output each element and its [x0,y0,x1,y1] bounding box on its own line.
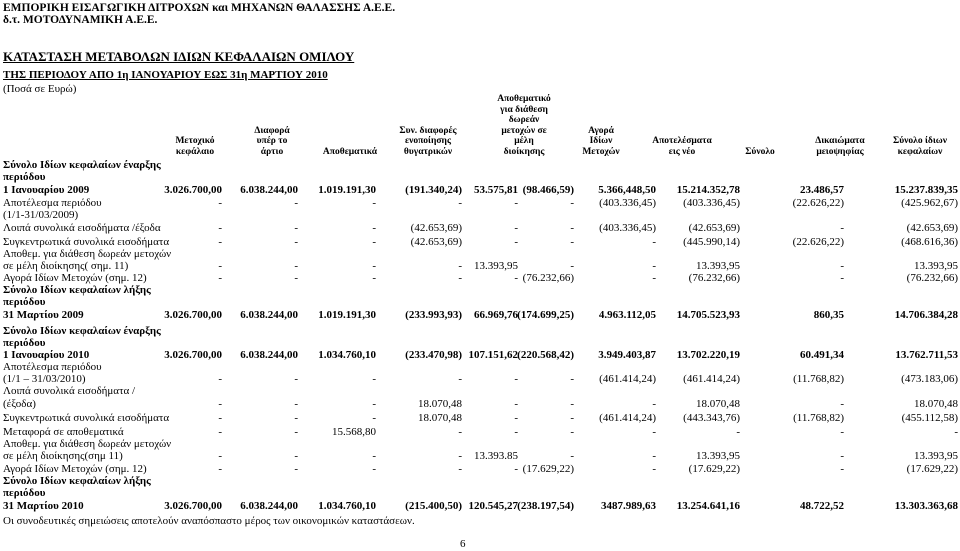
cell-value: 13.393,95 [914,260,958,272]
cell-value: - [218,272,222,284]
cell-value: - [514,373,518,385]
cell-value: (11.768,82) [793,412,844,424]
cell-value: (17.629,22) [688,463,740,475]
cell-value: (42.653,69) [410,222,462,234]
row-label: Συγκεντρωτικά συνολικά εισοδήματα [3,236,170,248]
page-number: 6 [460,538,466,550]
cell-value: - [372,412,376,424]
cell-value: (76.232,66) [688,272,740,284]
cell-value: 6.038.244,00 [240,184,298,196]
cell-value: - [294,412,298,424]
cell-value: - [652,272,656,284]
column-header: Αποτελέσματα εις νέο [652,136,712,157]
cell-value: - [570,398,574,410]
cell-value: 18.070,48 [418,412,462,424]
cell-value: - [570,412,574,424]
column-header: Σύνολο ίδιων κεφαλαίων [893,136,947,157]
cell-value: (42.653,69) [688,222,740,234]
cell-value: - [736,426,740,438]
cell-value: - [840,426,844,438]
cell-value: - [294,373,298,385]
cell-value: - [372,236,376,248]
cell-value: 5.366,448,50 [598,184,656,196]
cell-value: (22.626,22) [792,236,844,248]
column-header: Αποθεματικό για διάθεση δωρεάν μετοχών σε μέλη διοίκησης [497,94,551,157]
cell-value: - [218,450,222,462]
cell-value: - [840,222,844,234]
cell-value: (238.197,54) [517,500,574,512]
cell-value: - [294,450,298,462]
cell-value: 53.575,81 [474,184,518,196]
cell-value: - [218,260,222,272]
cell-value: - [294,463,298,475]
column-header: Μετοχικό κεφάλαιο [175,136,215,157]
cell-value: (42.653,69) [410,236,462,248]
cell-value: 6.038.244,00 [240,309,298,321]
cell-value: - [218,398,222,410]
column-header: Σύνολο [745,146,775,157]
cell-value: (98.466,59) [522,184,574,196]
cell-value: - [570,373,574,385]
cell-value: - [218,197,222,209]
cell-value: - [570,426,574,438]
cell-value: - [458,426,462,438]
row-label: 31 Μαρτίου 2009 [3,309,84,321]
cell-value: - [294,236,298,248]
cell-value: - [294,398,298,410]
cell-value: (17.629,22) [906,463,958,475]
column-header: Αγορά Ιδίων Μετοχών [582,125,620,157]
row-label: περιόδου [3,296,46,308]
cell-value: 60.491,34 [800,349,844,361]
cell-value: - [218,412,222,424]
cell-value: - [954,426,958,438]
cell-value: - [570,450,574,462]
cell-value: 860,35 [813,309,844,321]
row-label: 31 Μαρτίου 2010 [3,500,84,512]
cell-value: 3.026.700,00 [164,184,222,196]
cell-value: (215.400,50) [405,500,462,512]
cell-value: 13.254.641,16 [676,500,740,512]
column-header: Συν. διαφορές ενοποίησης θυγατρικών [399,125,457,157]
cell-value: 18.070,48 [418,398,462,410]
cell-value: 15.237.839,35 [894,184,958,196]
cell-value: - [372,463,376,475]
row-label: Αποθεμ. για διάθεση δωρεάν μετοχών [3,438,172,450]
cell-value: 4.963.112,05 [598,309,656,321]
cell-value: 13.702.220,19 [676,349,740,361]
cell-value: - [570,222,574,234]
cell-value: (220.568,42) [517,349,574,361]
row-label: Αποτέλεσμα περιόδου [3,197,102,209]
cell-value: (443.343,76) [683,412,740,424]
row-label: Αγορά Ιδίων Μετοχών (σημ. 12) [3,272,147,284]
cell-value: 13.393,95 [696,450,740,462]
row-label: Σύνολο Ιδίων κεφαλαίων έναρξης [3,159,161,171]
row-label: περιόδου [3,337,46,349]
cell-value: 13.762.711,53 [895,349,958,361]
cell-value: - [514,463,518,475]
cell-value: - [652,260,656,272]
cell-value: 120.545,27 [468,500,518,512]
cell-value: - [514,426,518,438]
cell-value: (42.653,69) [906,222,958,234]
cell-value: - [652,450,656,462]
row-label: Αγορά Ιδίων Μετοχών (σημ. 12) [3,463,147,475]
row-label: περιόδου [3,171,46,183]
cell-value: - [458,450,462,462]
cell-value: (461.414,24) [683,373,740,385]
cell-value: - [514,222,518,234]
cell-value: 13.303.363,68 [894,500,958,512]
cell-value: 3.026.700,00 [164,349,222,361]
cell-value: - [294,260,298,272]
cell-value: - [372,260,376,272]
cell-value: - [372,373,376,385]
cell-value: - [218,222,222,234]
cell-value: - [294,197,298,209]
cell-value: 14.706.384,28 [894,309,958,321]
row-label: (1/1-31/03/2009) [3,209,79,221]
company-name: ΕΜΠΟΡΙΚΗ ΕΙΣΑΓΩΓΙΚΗ ΔΙΤΡΟΧΩΝ και ΜΗΧΑΝΩΝ ΘΑΛΑΣΣΗΣ Α.Ε.Ε. [3,2,396,14]
row-label: Αποτέλεσμα περιόδου [3,361,102,373]
cell-value: (11.768,82) [793,373,844,385]
row-label: (1/1 – 31/03/2010) [3,373,86,385]
cell-value: 15.214.352,78 [676,184,740,196]
cell-value: (461.414,24) [599,373,656,385]
cell-value: - [652,463,656,475]
cell-value: - [840,260,844,272]
cell-value: (233.993,93) [405,309,462,321]
cell-value: - [218,236,222,248]
cell-value: - [652,236,656,248]
cell-value: 18.070,48 [914,398,958,410]
currency-note: (Ποσά σε Ευρώ) [3,83,77,95]
cell-value: (76.232,66) [522,272,574,284]
cell-value: - [294,222,298,234]
row-label: Μεταφορά σε αποθεματικά [3,426,124,438]
cell-value: (403.336,45) [599,222,656,234]
cell-value: - [218,463,222,475]
footnote: Οι συνοδευτικές σημειώσεις αποτελούν αναπόσπαστο μέρος των οικονομικών καταστάσεων. [3,515,415,527]
cell-value: (403.336,45) [683,197,740,209]
cell-value: 1.034.760,10 [318,349,376,361]
row-label: σε μέλη διοίκησης( σημ. 11) [3,260,129,272]
cell-value: - [840,463,844,475]
cell-value: (425.962,67) [901,197,958,209]
cell-value: - [458,463,462,475]
column-header: Δικαιώματα μειοψηφίας [815,136,865,157]
period-subtitle: ΤΗΣ ΠΕΡΙΟΔΟΥ ΑΠΟ 1η ΙΑΝΟΥΑΡΙΟΥ ΕΩΣ 31η ΜΑΡΤΙΟΥ 2010 [3,69,328,81]
cell-value: 1.019.191,30 [318,184,376,196]
cell-value: 13.393,95 [474,260,518,272]
cell-value: - [372,197,376,209]
statement-title: ΚΑΤΑΣΤΑΣΗ ΜΕΤΑΒΟΛΩΝ ΙΔΙΩΝ ΚΕΦΑΛΑΙΩΝ ΟΜΙΛΟΥ [3,49,355,64]
cell-value: 1.019.191,30 [318,309,376,321]
row-label: Αποθεμ. για διάθεση δωρεάν μετοχών [3,248,172,260]
cell-value: (76.232,66) [906,272,958,284]
cell-value: - [652,398,656,410]
cell-value: (22.626,22) [792,197,844,209]
row-label: Σύνολο Ιδίων κεφαλαίων έναρξης [3,325,161,337]
cell-value: (233.470,98) [405,349,462,361]
cell-value: 3.026.700,00 [164,500,222,512]
cell-value: - [458,373,462,385]
column-header: Διαφορά υπέρ το άρτιο [254,125,290,157]
cell-value: 14.705.523,93 [676,309,740,321]
row-label: σε μέλη διοίκησης(σημ 11) [3,450,123,462]
cell-value: (473.183,06) [901,373,958,385]
cell-value: (403.336,45) [599,197,656,209]
cell-value: - [458,260,462,272]
cell-value: 6.038.244,00 [240,500,298,512]
cell-value: - [514,197,518,209]
cell-value: (455.112,58) [901,412,958,424]
cell-value: 1.034.760,10 [318,500,376,512]
cell-value: - [514,272,518,284]
cell-value: (191.340,24) [405,184,462,196]
cell-value: - [840,272,844,284]
row-label: Λοιπά συνολικά εισοδήματα / [3,385,136,397]
cell-value: 3.949.403,87 [598,349,656,361]
cell-value: - [840,398,844,410]
cell-value: - [372,398,376,410]
row-label: (έξοδα) [3,398,36,410]
cell-value: 66.969,76 [474,309,518,321]
cell-value: (174.699,25) [517,309,574,321]
cell-value: - [458,272,462,284]
cell-value: (445.990,14) [683,236,740,248]
cell-value: - [514,236,518,248]
cell-value: - [218,426,222,438]
cell-value: - [514,412,518,424]
row-label: 1 Ιανουαρίου 2010 [3,349,90,361]
cell-value: - [458,197,462,209]
cell-value: - [570,236,574,248]
cell-value: 13.393.85 [474,450,518,462]
cell-value: - [570,260,574,272]
cell-value: 3.026.700,00 [164,309,222,321]
column-header: Αποθεματικά [322,146,378,157]
row-label: Συγκεντρωτικά συνολικά εισοδήματα [3,412,170,424]
cell-value: - [840,450,844,462]
cell-value: (17.629,22) [522,463,574,475]
cell-value: - [372,222,376,234]
cell-value: - [372,272,376,284]
cell-value: - [570,197,574,209]
trade-name: δ.τ. ΜΟΤΟΔΥΝΑΜΙΚΗ Α.Ε.Ε. [3,14,158,26]
row-label: περιόδου [3,487,46,499]
cell-value: 13.393,95 [696,260,740,272]
cell-value: 13.393,95 [914,450,958,462]
row-label: 1 Ιανουαρίου 2009 [3,184,90,196]
cell-value: 48.722,52 [800,500,844,512]
row-label: Σύνολο Ιδίων κεφαλαίων λήξης [3,284,151,296]
cell-value: - [218,373,222,385]
cell-value: - [514,398,518,410]
cell-value: 15.568,80 [332,426,376,438]
cell-value: - [294,426,298,438]
cell-value: (461.414,24) [599,412,656,424]
row-label: Σύνολο Ιδίων κεφαλαίων λήξης [3,475,151,487]
cell-value: (468.616,36) [901,236,958,248]
cell-value: 6.038.244,00 [240,349,298,361]
cell-value: 18.070,48 [696,398,740,410]
cell-value: - [372,450,376,462]
cell-value: - [652,426,656,438]
cell-value: 23.486,57 [800,184,844,196]
cell-value: 3487.989,63 [601,500,656,512]
row-label: Λοιπά συνολικά εισοδήματα /έξοδα [3,222,161,234]
cell-value: 107.151,62 [468,349,518,361]
cell-value: - [294,272,298,284]
